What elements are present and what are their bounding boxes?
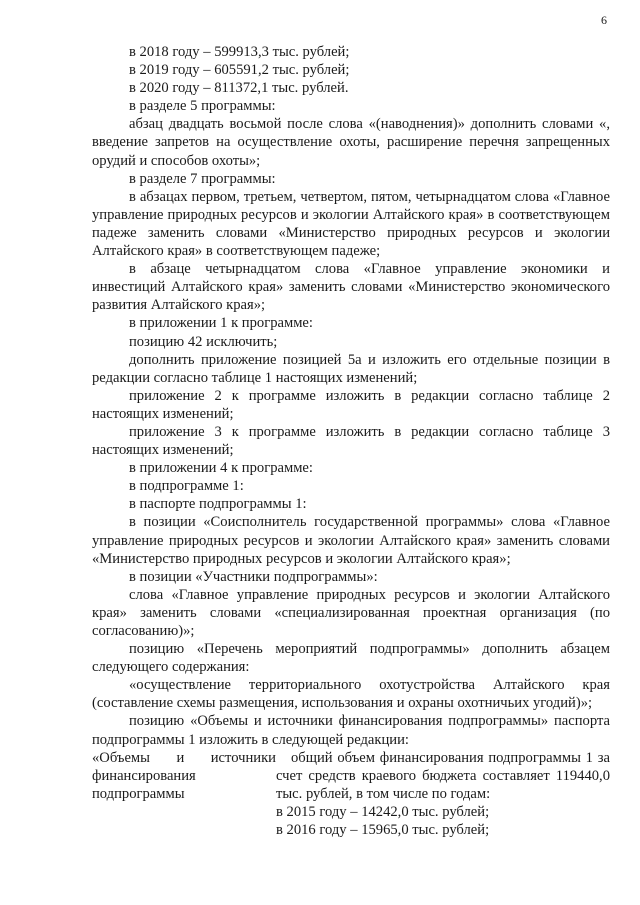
paragraph: позицию «Перечень мероприятий подпрограммы» дополнить абзацем следующего содержания:: [92, 641, 610, 676]
table-right-cell: [276, 749, 610, 839]
paragraph: позицию 42 исключить;: [129, 333, 278, 350]
paragraph: в 2020 году – 811372,1 тыс. рублей.: [129, 80, 349, 97]
page-number: 6: [601, 13, 607, 27]
paragraph: приложение 2 к программе изложить в редакции согласно таблице 2 настоящих изменений;: [92, 387, 610, 422]
paragraph: в подпрограмме 1:: [129, 478, 244, 495]
paragraph: позицию «Объемы и источники финансирования подпрограммы» паспорта подпрограммы 1 изложить в следующей редакции:: [92, 713, 610, 748]
paragraph: в приложении 1 к программе:: [129, 315, 313, 332]
paragraph: в 2019 году – 605591,2 тыс. рублей;: [129, 62, 350, 79]
table-right-text: в 2016 году – 15965,0 тыс. рублей;: [276, 822, 490, 839]
paragraph: приложение 3 к программе изложить в редакции согласно таблице 3 настоящих изменений;: [92, 423, 610, 459]
paragraph: «осуществление территориального охотустройства Алтайского края (составление схемы размещения, использования и охраны охотничьих угодий)»;: [92, 677, 610, 712]
paragraph: в приложении 4 к программе:: [129, 460, 313, 477]
paragraph: в разделе 5 программы:: [129, 98, 276, 115]
paragraph: в 2018 году – 599913,3 тыс. рублей;: [129, 44, 350, 60]
document-body: [92, 43, 610, 839]
table-left-cell: «Объемы и источники финансирования подпрограммы: [92, 749, 276, 802]
paragraph: в паспорте подпрограммы 1:: [129, 496, 307, 513]
paragraph: абзац двадцать восьмой после слова «(наводнения)» дополнить словами «, введение запретов на осуществление охоты, расширение перечня запрещенных орудий и способов охоты»;: [92, 116, 610, 169]
paragraph: слова «Главное управление природных ресурсов и экологии Алтайского края» заменить словами «специализированная проектная организация (по согласованию)»;: [92, 586, 610, 639]
paragraph: в позиции «Участники подпрограммы»:: [129, 568, 378, 585]
table-right-text: в 2015 году – 14242,0 тыс. рублей;: [276, 803, 490, 820]
paragraph: в разделе 7 программы:: [129, 170, 276, 187]
paragraph: в абзаце четырнадцатом слова «Главное управление экономики и инвестиций Алтайского края» заменить словами «Министерство экономического развития Алтайского края»;: [92, 261, 610, 314]
table-right-text: общий объем финансирования подпрограммы 1 за счет средств краевого бюджета составляет 119440,0 тыс. рублей, в том числе по годам:: [276, 749, 610, 802]
paragraph: в позиции «Соисполнитель государственной программы» слова «Главное управление природных ресурсов и экологии Алтайского края» заменить словами «Министерство природных ресурсов и экологии Алтайского края»;: [92, 514, 610, 567]
financing-table: [92, 749, 610, 839]
paragraph: дополнить приложение позицией 5а и изложить его отдельные позиции в редакции согласно таблице 1 настоящих изменений;: [92, 351, 610, 386]
paragraph: в абзацах первом, третьем, четвертом, пятом, четырнадцатом слова «Главное управление природных ресурсов и экологии Алтайского края» в соответствующем падеже заменить словами «Министерство природных ресурсов и экологии Алтайского края» в соответствующем падеже;: [92, 188, 610, 260]
